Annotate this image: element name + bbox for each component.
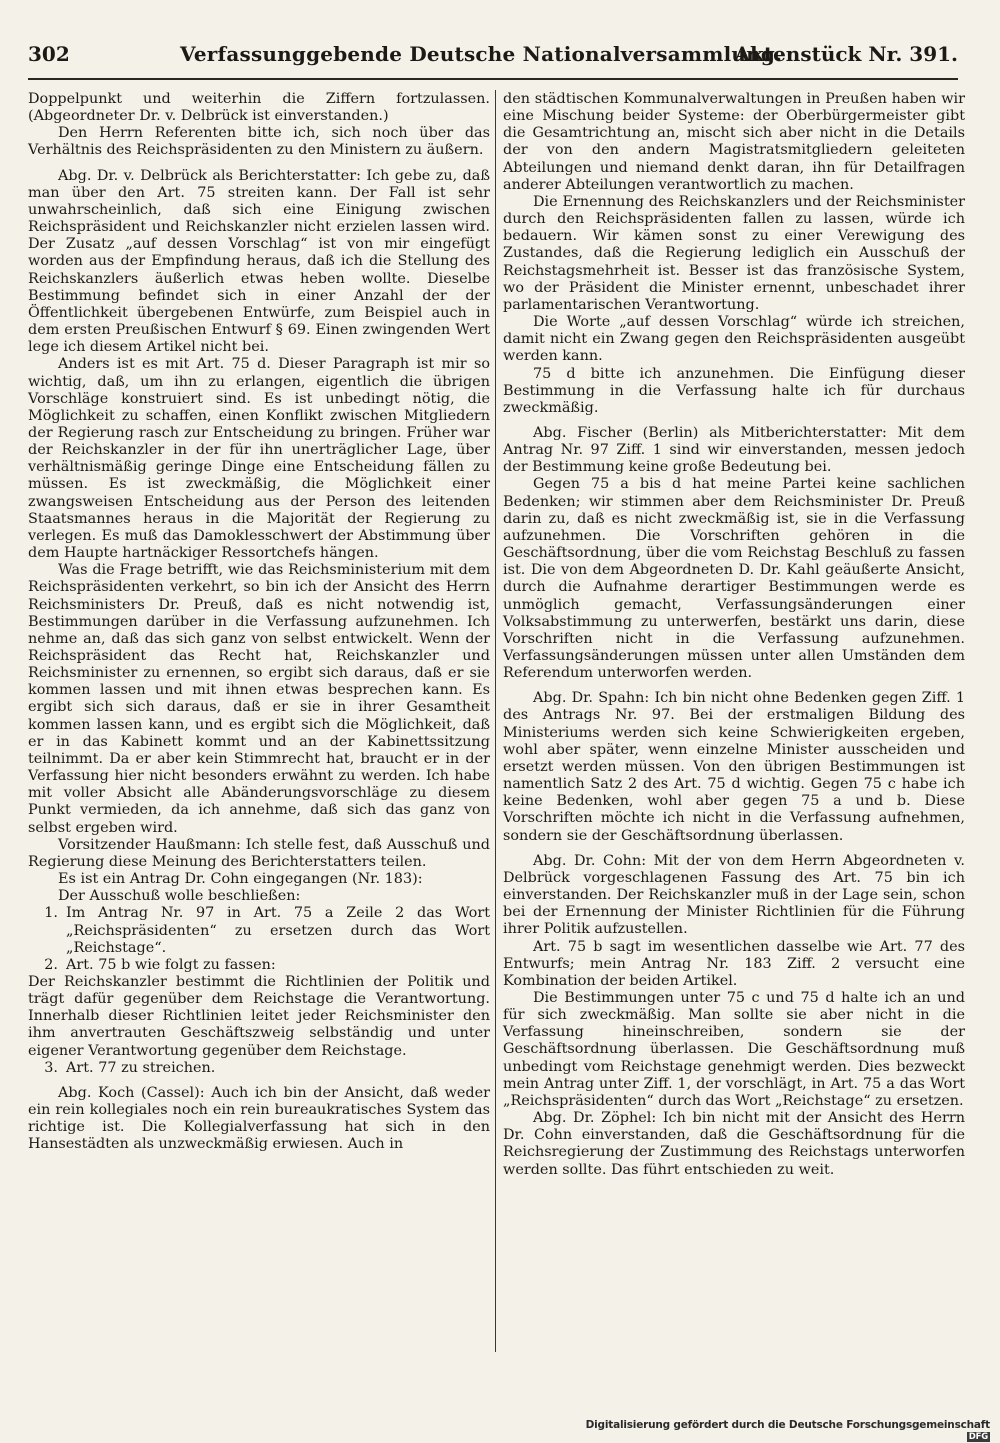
- paragraph: Abg. Koch (Cassel): Auch ich bin der Ansicht, daß weder ein rein kollegiales noch ein rein bureaukratisches System das richtige ist. Die Kollegialverfassung hat sich in den Hansestädten als unzweckmäßig erwiesen. Auch in: [28, 1084, 490, 1153]
- running-title: Verfassunggebende Deutsche Nationalversammlung.: [180, 42, 783, 66]
- paragraph: Die Ernennung des Reichskanzlers und der Reichsminister durch den Reichspräsidenten fallen zu lassen, würde ich bedauern. Wir kämen sonst zu einer Verewigung des Zustandes, daß die Regierung lediglich ein Ausschuß der Reichstagsmehrheit ist. Besser ist das französische System, wo der Präsident die Minister ernennt, unbeschadet ihrer parlamentarischen Verantwortung.: [503, 193, 965, 313]
- motion-intro: Der Ausschuß wolle beschließen:: [58, 888, 301, 905]
- paragraph: Abg. Dr. Cohn: Mit der von dem Herrn Abgeordneten v. Delbrück vorgeschlagenen Fassung des Art. 75 bin ich einverstanden. Der Reichskanzler muß in der Lage sein, schon bei der Ernennung der Minister Richtlinien für die Führung ihrer Politik aufzustellen.: [503, 852, 965, 938]
- paragraph: Den Herrn Referenten bitte ich, sich noch über das Verhältnis des Reichspräsidenten zu den Ministern zu äußern.: [28, 125, 490, 159]
- motion-item-text: Art. 77 zu streichen.: [66, 1059, 216, 1076]
- paragraph: 75 d bitte ich anzunehmen. Die Einfügung dieser Bestimmung in die Verfassung halte ich für durchaus zweckmäßig.: [503, 365, 965, 416]
- paragraph: Art. 75 b sagt im wesentlichen dasselbe wie Art. 77 des Entwurfs; mein Antrag Nr. 183 Ziff. 2 versucht eine Kombination der beiden Artikel.: [503, 938, 965, 989]
- motion-quote: Der Reichskanzler bestimmt die Richtlinien der Politik und trägt dafür gegenüber dem Reichstage die Verantwortung. Innerhalb dieser Richtlinien leitet jeder Reichsminister den ihm anvertrauten Geschäftszweig selbständig und unter eigener Verantwortung gegenüber dem Reichstage.: [28, 973, 490, 1059]
- column-divider: [495, 90, 496, 1352]
- paragraph: Abg. Dr. Zöphel: Ich bin nicht mit der Ansicht des Herrn Dr. Cohn einverstanden, daß die Geschäftsordnung für die Reichsregierung der Zustimmung des Reichstags unterworfen werden sollte. Das führt entschieden zu weit.: [503, 1110, 965, 1178]
- page-number: 302: [28, 42, 70, 66]
- paragraph: Abg. Dr. v. Delbrück als Berichterstatter: Ich gebe zu, daß man über den Art. 75 streiten kann. Der Fall ist sehr unwahrscheinlich, daß sich eine Einigung zwischen Reichspräsident und Reichskanzler nicht erzielen lassen wird. Der Zusatz „auf dessen Vorschlag“ ist von mir eingefügt worden aus der Empfindung heraus, daß ich die Stellung des Reichskanzlers äußerlich etwas heben wollte. Dieselbe Bestimmung befindet sich in einer Anzahl der der Öffentlichkeit übergebenen Entwürfe, zum Beispiel auch in dem ersten Preußischen Entwurf § 69. Einen zwingenden Wert lege ich diesem Artikel nicht bei.: [28, 167, 490, 356]
- digitization-credit: [580, 1419, 990, 1442]
- paragraph: Gegen 75 a bis d hat meine Partei keine sachlichen Bedenken; wir stimmen aber dem Reichsminister Dr. Preuß darin zu, daß es nicht zweckmäßig ist, sie in die Verfassung aufzunehmen. Die Vorschriften gehören in die Geschäftsordnung, über die vom Reichstag Beschluß zu fassen ist. Die von dem Abgeordneten D. Dr. Kahl geäußerte Ansicht, durch die Aufnahme derartiger Bestimmungen werde es unmöglich gemacht, Verfassungsänderungen einer Volksabstimmung zu unterwerfen, bestärkt uns darin, diese Vorschriften nicht in die Verfassung aufzunehmen. Verfassungsänderungen müssen unter allen Umständen dem Referendum unterworfen werden.: [503, 476, 965, 682]
- credit-text: Digitalisierung gefördert durch die Deutsche Forschungsgemeinschaft: [585, 1419, 990, 1431]
- page-header: [28, 38, 958, 80]
- paragraph: Es ist ein Antrag Dr. Cohn eingegangen (Nr. 183):: [58, 871, 423, 888]
- motion-item-number: 3.: [44, 1059, 58, 1076]
- motion-item: [28, 957, 490, 974]
- paragraph: Die Worte „auf dessen Vorschlag“ würde ich streichen, damit nicht ein Zwang gegen den Reichspräsidenten ausgeübt werden kann.: [503, 314, 965, 365]
- motion-item: [28, 905, 490, 956]
- left-column: [28, 91, 490, 1154]
- document-reference: Aktenstück Nr. 391.: [734, 42, 958, 66]
- paragraph: Vorsitzender Haußmann: Ich stelle fest, daß Ausschuß und Regierung diese Meinung des Berichterstatters teilen.: [28, 836, 490, 870]
- motion-item-text: Art. 75 b wie folgt zu fassen:: [66, 956, 276, 973]
- motion-item-number: 2.: [44, 956, 58, 973]
- paragraph: Doppelpunkt und weiterhin die Ziffern fortzulassen. (Abgeordneter Dr. v. Delbrück ist einverstanden.): [28, 91, 490, 125]
- paragraph: Was die Frage betrifft, wie das Reichsministerium mit dem Reichspräsidenten verkehrt, so bin ich der Ansicht des Herrn Reichsministers Dr. Preuß, daß es nicht notwendig ist, Bestimmungen darüber in die Verfassung aufzunehmen. Ich nehme an, daß das sich ganz von selbst entwickelt. Wenn der Reichspräsident das Recht hat, Reichskanzler und Reichsminister zu ernennen, so ergibt sich daraus, daß er sie kommen lassen und mit ihnen etwas besprechen kann. Es ergibt sich sich daraus, daß er sie in ihrer Gesamtheit kommen lassen kann, und es ergibt sich die Möglichkeit, daß er in das Kabinett kommt und an der Kabinettssitzung teilnimmt. Da er aber kein Stimmrecht hat, braucht er in der Verfassung hier nicht besonders erwähnt zu werden. Ich habe mit voller Absicht alle Abänderungsvorschläge zu diesem Punkt vermieden, da ich annehme, daß sich das ganz von selbst ergeben wird.: [28, 562, 490, 836]
- dfg-logo: DFG: [968, 1432, 988, 1442]
- motion-item-text: Im Antrag Nr. 97 in Art. 75 a Zeile 2 das Wort „Reichspräsidenten“ zu ersetzen durch das Wort „Reichstage“.: [66, 905, 490, 956]
- motion-item: [28, 1060, 490, 1077]
- paragraph: Die Bestimmungen unter 75 c und 75 d halte ich an und für sich zweckmäßig. Man sollte sie aber nicht in die Verfassung hineinschreiben, sondern sie der Geschäftsordnung überlassen. Die Geschäftsordnung muß unbedingt vom Reichstage genehmigt werden. Dies bezweckt mein Antrag unter Ziff. 1, der vorschlägt, in Art. 75 a das Wort „Reichspräsidenten“ durch das Wort „Reichstage“ zu ersetzen.: [503, 989, 965, 1109]
- paragraph: Abg. Dr. Spahn: Ich bin nicht ohne Bedenken gegen Ziff. 1 des Antrags Nr. 97. Bei der erstmaligen Bildung des Ministeriums werden sich keine Schwierigkeiten ergeben, wohl aber später, wenn einzelne Minister ausscheiden und ersetzt werden müssen. Von den übrigen Bestimmungen ist namentlich Satz 2 des Art. 75 d wichtig. Gegen 75 c habe ich keine Bedenken, wohl aber gegen 75 a und b. Diese Vorschriften möchte ich nicht in die Verfassung aufnehmen, sondern sie der Geschäftsordnung überlassen.: [503, 690, 965, 844]
- right-column: [503, 91, 965, 1179]
- motion-item-number: 1.: [44, 905, 58, 922]
- paragraph: Anders ist es mit Art. 75 d. Dieser Paragraph ist mir so wichtig, daß, um ihn zu erlangen, eigentlich die übrigen Vorschläge konstruiert sind. Es ist unbedingt nötig, die Möglichkeit zu schaffen, einen Konflikt zwischen Mitgliedern der Regierung rasch zur Entscheidung zu bringen. Früher war der Reichskanzler in der für ihn unerträglicher Lage, über verhältnismäßig geringe Dinge eine Entscheidung fällen zu müssen. Es ist zweckmäßig, die Möglichkeit einer zwangsweisen Entscheidung aus der Person des leitenden Staatsmannes heraus in die Majorität der Regierung zu verlegen. Es muß das Damoklesschwert der Abstimmung über dem Haupte hartnäckiger Ressortchefs hängen.: [28, 356, 490, 562]
- paragraph: Abg. Fischer (Berlin) als Mitberichterstatter: Mit dem Antrag Nr. 97 Ziff. 1 sind wir einverstanden, messen jedoch der Bestimmung keine große Bedeutung bei.: [503, 424, 965, 476]
- paragraph: den städtischen Kommunalverwaltungen in Preußen haben wir eine Mischung beider Systeme: der Oberbürgermeister gibt die Gesamtrichtung an, mischt sich aber nicht in die Details der von den andern Magistratsmitgliedern geleiteten Abteilungen und niemand denkt daran, ihn für Detailfragen anderer Abteilungen verantwortlich zu machen.: [503, 91, 965, 193]
